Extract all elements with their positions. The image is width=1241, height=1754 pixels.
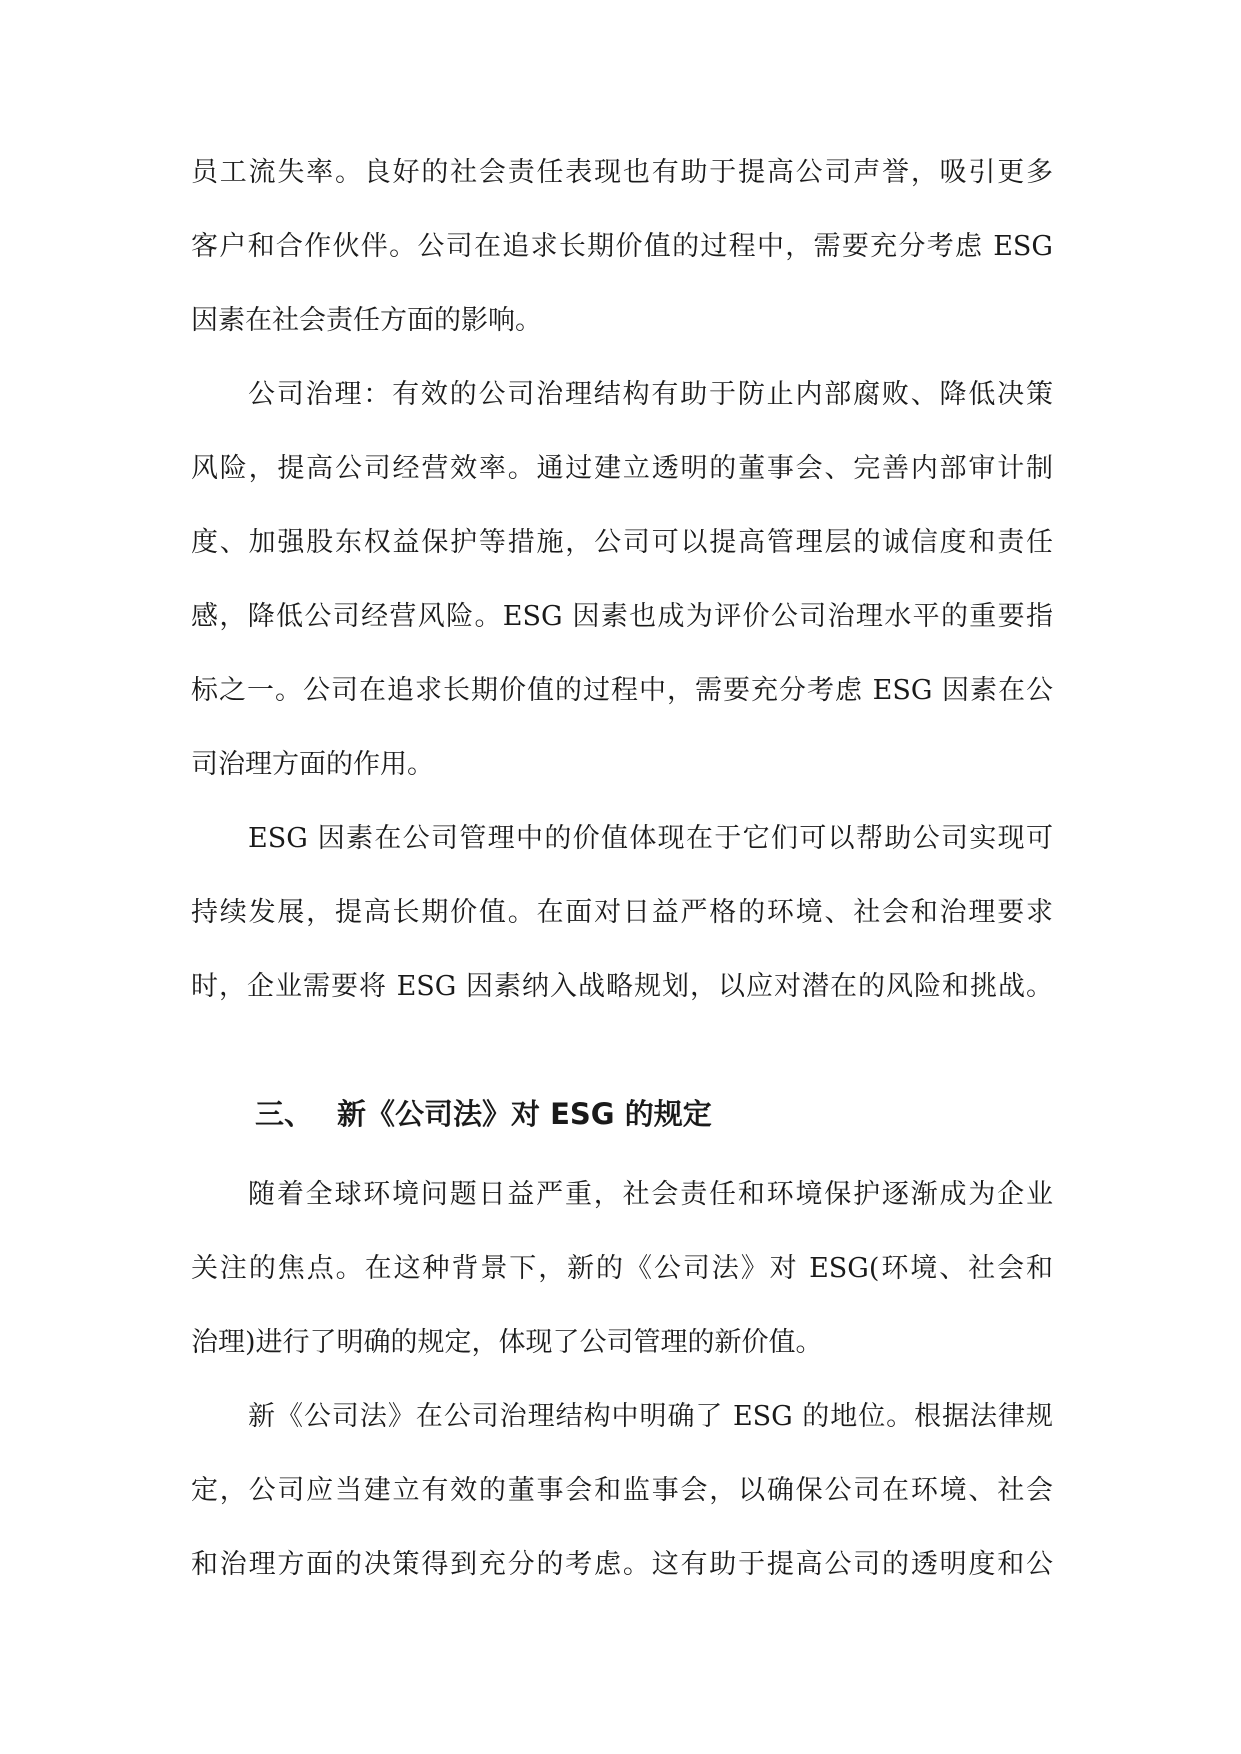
body-text-line: ESG 因素在公司管理中的价值体现在于它们可以帮助公司实现可	[248, 823, 1053, 854]
body-text-line: 员工流失率。良好的社会责任表现也有助于提高公司声誉，吸引更多	[191, 157, 1053, 188]
body-text-line: 风险，提高公司经营效率。通过建立透明的董事会、完善内部审计制	[191, 453, 1053, 484]
body-text-line: 持续发展，提高长期价值。在面对日益严格的环境、社会和治理要求	[191, 897, 1053, 928]
body-text-line: 关注的焦点。在这种背景下，新的《公司法》对 ESG(环境、社会和	[191, 1253, 1053, 1284]
body-text-line: 随着全球环境问题日益严重，社会责任和环境保护逐渐成为企业	[248, 1179, 1053, 1210]
body-text-line: 标之一。公司在追求长期价值的过程中，需要充分考虑 ESG 因素在公	[191, 675, 1053, 706]
body-text-line: 和治理方面的决策得到充分的考虑。这有助于提高公司的透明度和公	[191, 1549, 1053, 1580]
body-text-line: 司治理方面的作用。	[191, 749, 434, 780]
body-text-line: 治理)进行了明确的规定，体现了公司管理的新价值。	[191, 1327, 823, 1358]
body-text-line: 定，公司应当建立有效的董事会和监事会，以确保公司在环境、社会	[191, 1475, 1053, 1506]
body-text-line: 客户和合作伙伴。公司在追求长期价值的过程中，需要充分考虑 ESG	[191, 231, 1053, 262]
section-number: 三、	[255, 1097, 314, 1131]
body-text-line: 度、加强股东权益保护等措施，公司可以提高管理层的诚信度和责任	[191, 527, 1053, 558]
body-text-line: 因素在社会责任方面的影响。	[191, 305, 542, 336]
body-text-line: 新《公司法》在公司治理结构中明确了 ESG 的地位。根据法律规	[248, 1401, 1053, 1432]
body-text-line: 时，企业需要将 ESG 因素纳入战略规划，以应对潜在的风险和挑战。	[191, 971, 1053, 1002]
body-text-line: 公司治理：有效的公司治理结构有助于防止内部腐败、降低决策	[248, 379, 1053, 410]
section-title: 新《公司法》对 ESG 的规定	[337, 1097, 712, 1131]
body-text-line: 感，降低公司经营风险。ESG 因素也成为评价公司治理水平的重要指	[191, 601, 1053, 632]
section-heading	[255, 1089, 712, 1139]
